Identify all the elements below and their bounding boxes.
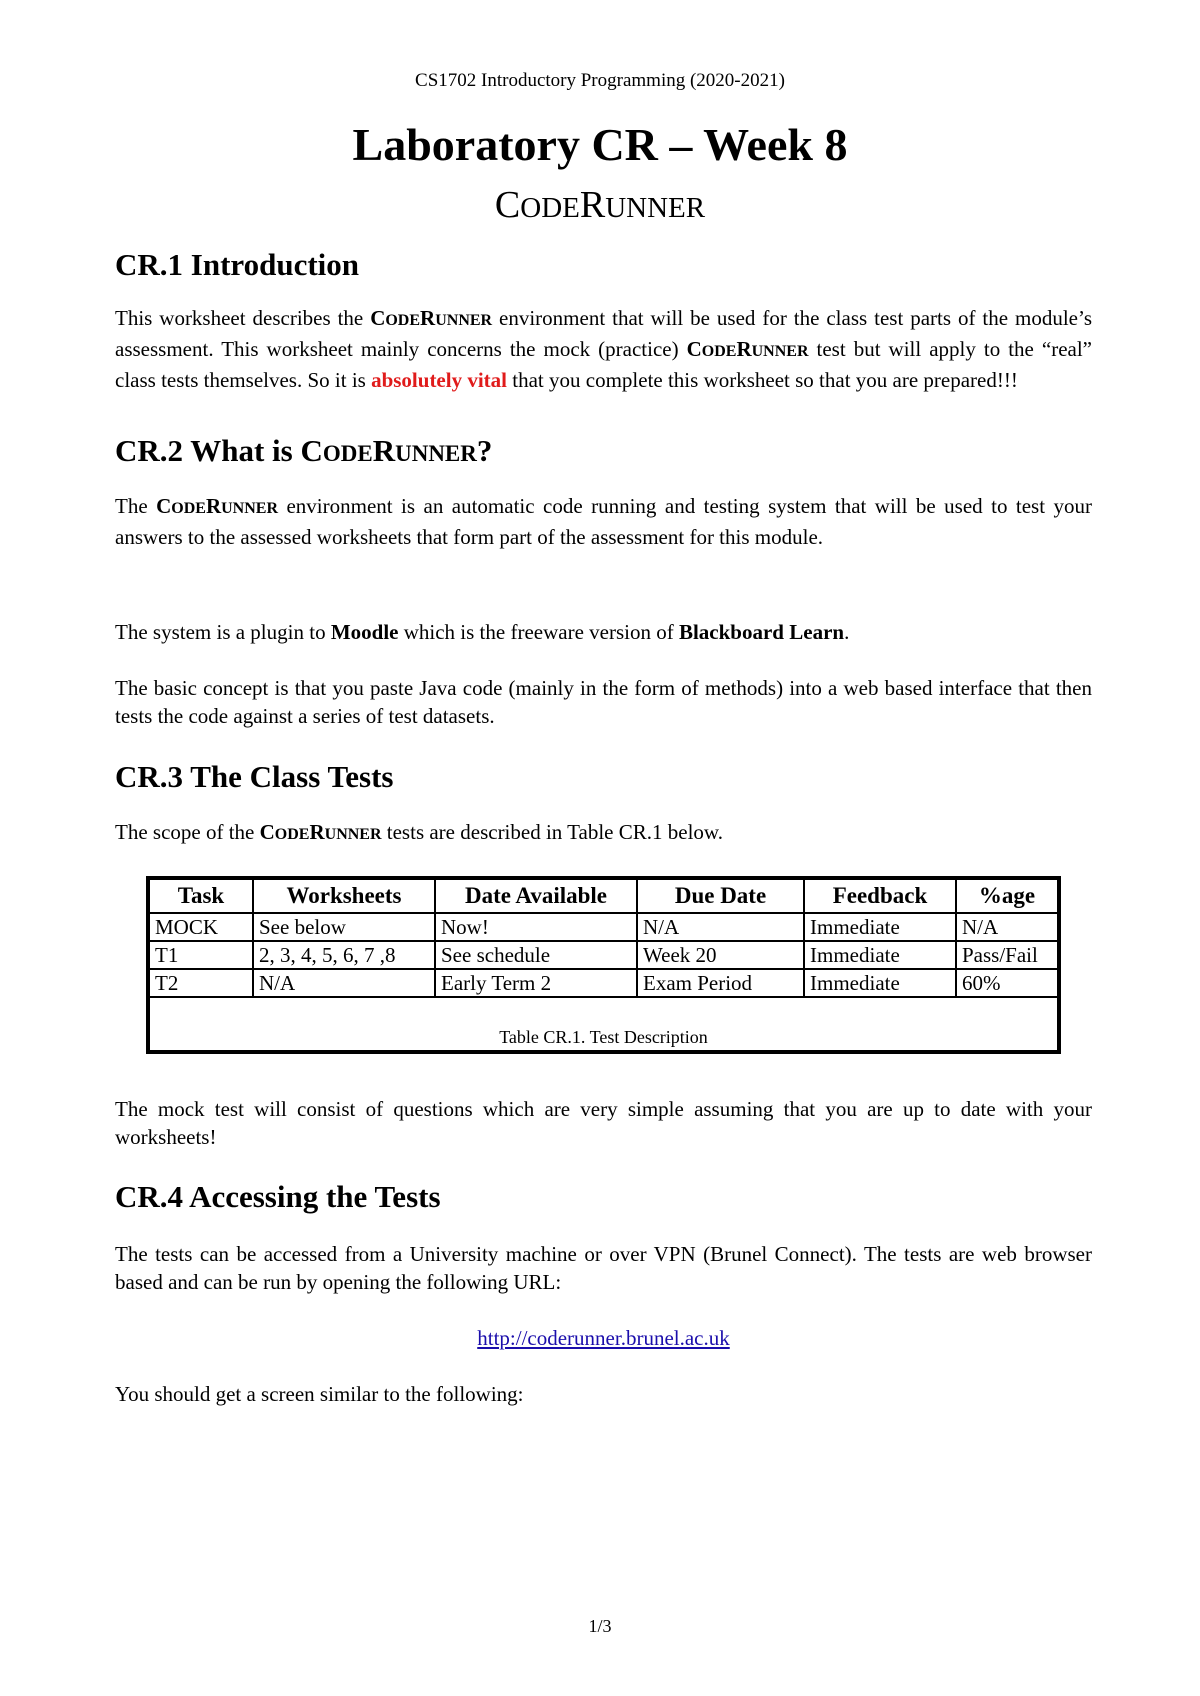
intro-paragraph-block — [115, 304, 1092, 394]
what-paragraph-1 — [115, 492, 1092, 551]
table-cell: Early Term 2 — [435, 969, 637, 997]
text-run: UNNER — [324, 826, 382, 843]
table-cell: See below — [253, 913, 435, 941]
section-class-tests — [115, 758, 1092, 795]
text-run: UNNER — [751, 343, 809, 360]
mock-paragraph: The mock test will consist of questions which are very simple assuming that you are up to date with your worksheets! — [115, 1097, 1092, 1149]
table-cell: T1 — [148, 941, 253, 969]
test-table-wrapper — [146, 876, 1061, 1054]
coderunner-term — [687, 337, 809, 361]
table-cell: Pass/Fail — [956, 941, 1059, 969]
text-run: R — [372, 433, 396, 468]
url-block — [115, 1324, 1092, 1352]
table-cell: N/A — [253, 969, 435, 997]
section-heading: CR.3 The Class Tests — [115, 759, 394, 794]
text-run: environment that will be used for the class test parts of the module’s assessment. This worksheet mainly concerns the mock (practice) — [115, 306, 1092, 361]
screen-paragraph: You should get a screen similar to the following: — [115, 1382, 524, 1406]
text-run: The system is a plugin to — [115, 620, 331, 644]
column-header: Feedback — [804, 878, 956, 913]
text-run: C — [370, 306, 386, 330]
column-header: Date Available — [435, 878, 637, 913]
document-subtitle — [0, 186, 1200, 224]
text-run: CR.2 What is — [115, 433, 301, 468]
emphasis-vital: absolutely vital — [371, 368, 508, 392]
what-paragraph-3: The basic concept is that you paste Java code (mainly in the form of methods) into a web based interface that then tests the code against a series of test datasets. — [115, 676, 1092, 728]
what-paragraph-2-block — [115, 618, 1092, 646]
text-run: environment is an automatic code running and testing system that will be used to test your answers to the assessed worksheets that form part of the assessment for this module. — [115, 494, 1092, 549]
text-run: ODE — [322, 441, 373, 466]
text-run: The — [115, 494, 157, 518]
text-run: ODE — [701, 343, 737, 360]
what-paragraph-2 — [115, 618, 1092, 646]
text-run: R — [205, 494, 222, 518]
section-heading: CR.1 Introduction — [115, 247, 360, 282]
text-run: C — [259, 820, 275, 844]
column-header: Worksheets — [253, 878, 435, 913]
text-run: ? — [476, 433, 493, 468]
text-run: C — [686, 337, 702, 361]
section-accessing — [115, 1178, 1092, 1215]
accessing-paragraph: The tests can be accessed from a University machine or over VPN (Brunel Connect). The tests are web browser based and can be run by opening the following URL: — [115, 1242, 1092, 1294]
column-header: Task — [148, 878, 253, 913]
table-cell: Now! — [435, 913, 637, 941]
subtitle-part: UNNER — [605, 192, 706, 224]
subtitle-part: ODE — [520, 192, 580, 224]
section-heading — [115, 432, 1092, 469]
table-caption-row — [148, 997, 1059, 1052]
url-paragraph — [115, 1324, 1092, 1352]
text-run: ODE — [385, 312, 421, 329]
table-cell: N/A — [637, 913, 804, 941]
test-description-table — [146, 876, 1061, 1054]
column-header: Due Date — [637, 878, 804, 913]
what-paragraph-1-block — [115, 492, 1092, 551]
class-tests-paragraph — [115, 818, 1092, 849]
document-title: Laboratory CR – Week 8 — [352, 119, 848, 170]
text-run: ODE — [171, 500, 206, 517]
table-cell: T2 — [148, 969, 253, 997]
class-tests-paragraph-block — [115, 818, 1092, 849]
table-cell: Immediate — [804, 941, 956, 969]
table-cell: See schedule — [435, 941, 637, 969]
text-run: C — [300, 433, 323, 468]
section-introduction — [115, 246, 1092, 283]
table-header-row — [148, 878, 1059, 913]
table-cell: Week 20 — [637, 941, 804, 969]
accessing-paragraph-block — [115, 1240, 1092, 1296]
column-header: %age — [956, 878, 1059, 913]
table-cell: Exam Period — [637, 969, 804, 997]
table-cell: 2, 3, 4, 5, 6, 7 ,8 — [253, 941, 435, 969]
subtitle-part: C — [494, 184, 521, 226]
text-run: ODE — [274, 826, 310, 843]
intro-paragraph — [115, 304, 1092, 394]
text-run: R — [309, 820, 325, 844]
text-run: tests are described in Table CR.1 below. — [381, 820, 723, 844]
table-caption: Table CR.1. Test Description — [148, 997, 1059, 1052]
section-heading: CR.4 Accessing the Tests — [115, 1179, 441, 1214]
screen-paragraph-block — [115, 1380, 1092, 1408]
coderunner-term — [156, 494, 278, 518]
text-run: R — [420, 306, 436, 330]
table-cell: 60% — [956, 969, 1059, 997]
table-cell: N/A — [956, 913, 1059, 941]
table-row — [148, 913, 1059, 941]
table-cell: MOCK — [148, 913, 253, 941]
mock-paragraph-block — [115, 1095, 1092, 1151]
coderunner-term — [260, 820, 382, 844]
text-run: which is the freeware version of — [398, 620, 679, 644]
text-run: This worksheet describes the — [115, 306, 371, 330]
table-cell: Immediate — [804, 969, 956, 997]
table-row — [148, 969, 1059, 997]
text-run: R — [736, 337, 752, 361]
text-run: that you complete this worksheet so that you are prepared!!! — [507, 368, 1018, 392]
page-number: 1/3 — [588, 1616, 612, 1636]
coderunner-term — [370, 306, 492, 330]
text-run: The scope of the — [115, 820, 260, 844]
text-run: C — [156, 494, 172, 518]
blackboard-term: Blackboard Learn — [678, 620, 845, 644]
text-run: UNNER — [435, 312, 493, 329]
table-cell: Immediate — [804, 913, 956, 941]
table-row — [148, 941, 1059, 969]
text-run: test but will apply to the “real” class tests themselves. So it is — [115, 337, 1093, 392]
page-header: CS1702 Introductory Programming (2020-2021) — [415, 70, 785, 91]
text-run: . — [844, 620, 850, 644]
section-what-is — [115, 432, 1092, 469]
text-run: UNNER — [395, 441, 477, 466]
subtitle-part: R — [579, 184, 606, 226]
what-paragraph-3-block — [115, 674, 1092, 730]
coderunner-url-link[interactable]: http://coderunner.brunel.ac.uk — [477, 1326, 730, 1350]
moodle-term: Moodle — [330, 620, 399, 644]
text-run: UNNER — [221, 500, 279, 517]
